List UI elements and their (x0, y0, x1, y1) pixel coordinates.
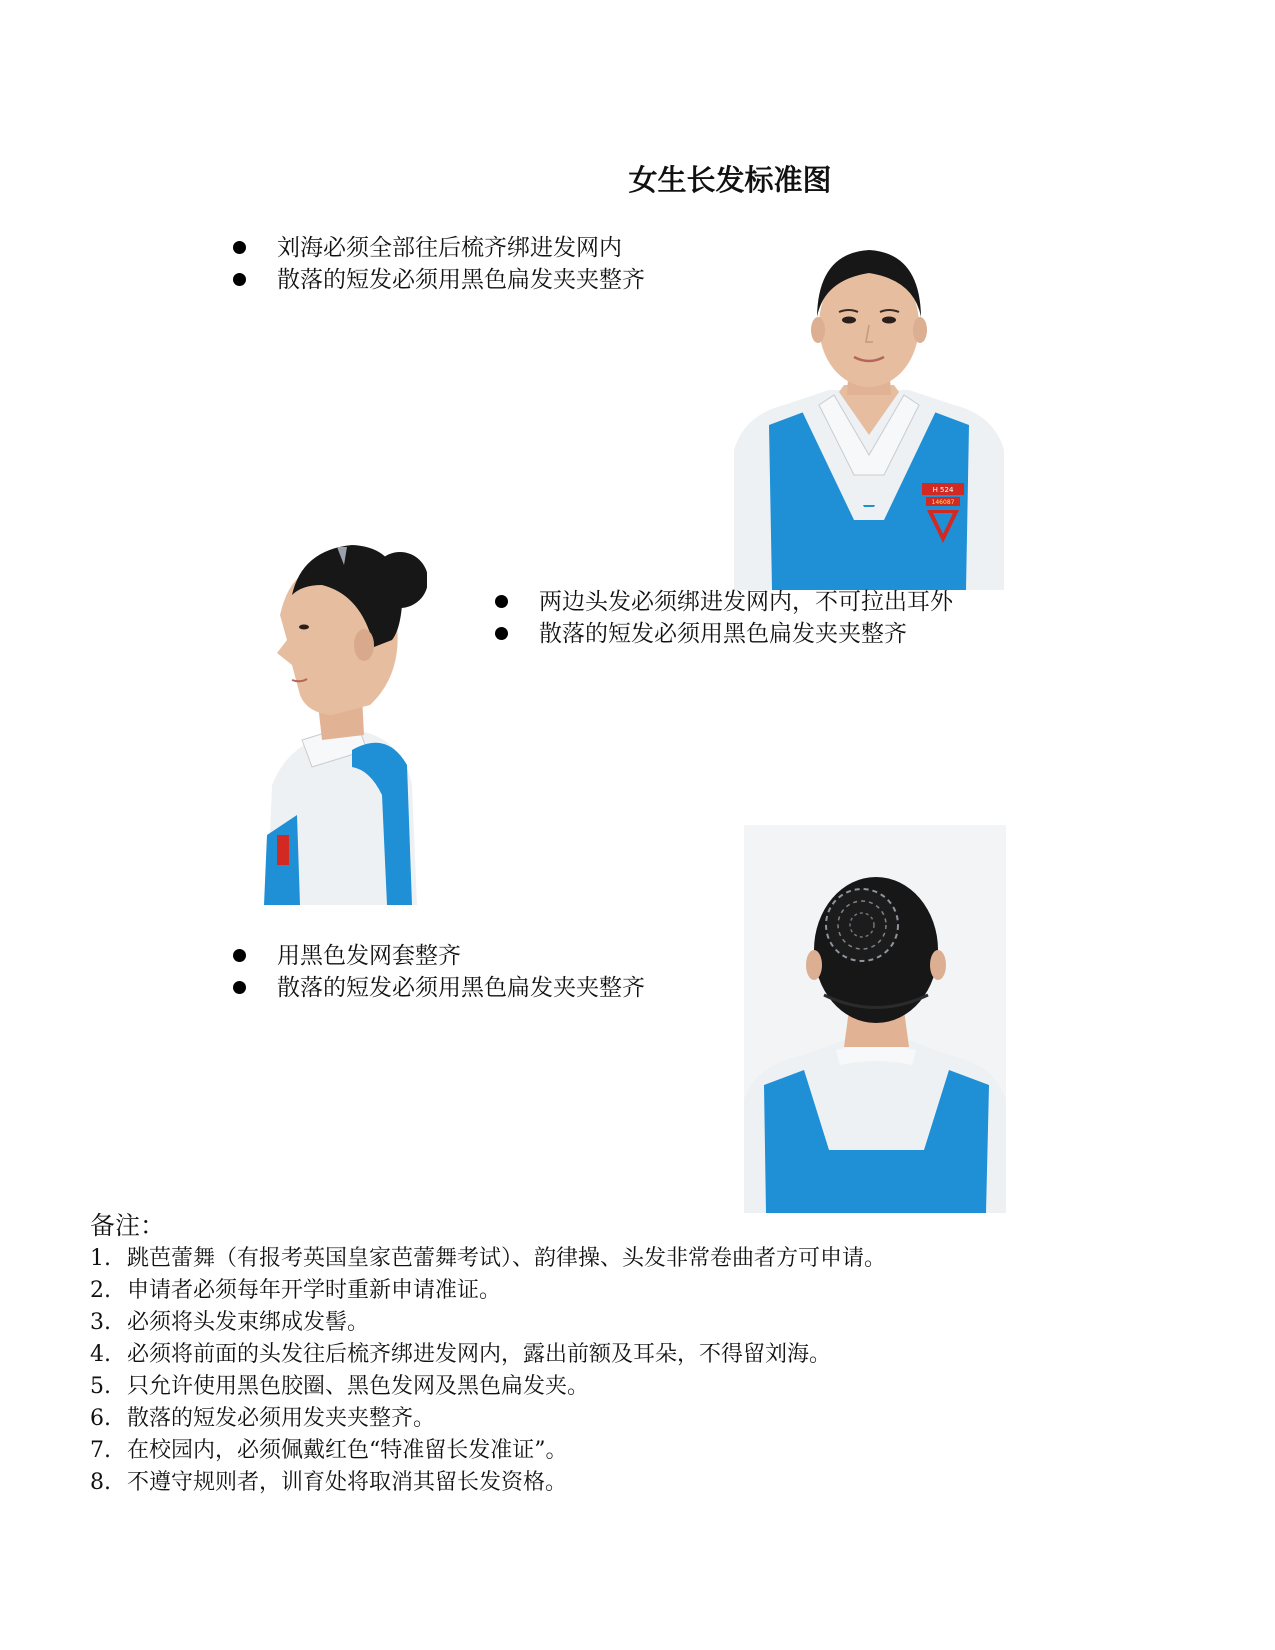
note-text: 跳芭蕾舞（有报考英国皇家芭蕾舞考试）、韵律操、头发非常卷曲者方可申请。 (127, 1246, 887, 1271)
note-number: 2. (90, 1278, 111, 1303)
page-title: 女生长发标准图 (628, 163, 832, 197)
note-item (90, 1243, 886, 1275)
note-text: 散落的短发必须用发夹夹整齐。 (127, 1406, 436, 1431)
bullet-item: 刘海必须全部往后梳齐绑进发网内 (233, 232, 645, 264)
note-text: 在校园内，必须佩戴红色“特准留长发准证”。 (127, 1438, 568, 1463)
note-text: 申请者必须每年开学时重新申请准证。 (127, 1278, 502, 1303)
note-item (90, 1435, 886, 1467)
note-item (90, 1467, 886, 1499)
note-number: 6. (90, 1406, 111, 1431)
front-view-photo (734, 245, 1004, 590)
side-view-photo (252, 535, 427, 905)
note-number: 1. (90, 1246, 111, 1271)
badge-text-line1: H 524 (932, 486, 954, 494)
bullet-item: 散落的短发必须用黑色扁发夹夹整齐 (495, 618, 953, 650)
notes-heading: 备注： (90, 1211, 166, 1240)
side-view-bullet-list (495, 586, 953, 650)
note-number: 5. (90, 1374, 111, 1399)
bullet-item: 散落的短发必须用黑色扁发夹夹整齐 (233, 972, 645, 1004)
note-item (90, 1275, 886, 1307)
bullet-item: 用黑色发网套整齐 (233, 940, 645, 972)
bullet-item: 散落的短发必须用黑色扁发夹夹整齐 (233, 264, 645, 296)
note-number: 7. (90, 1438, 111, 1463)
note-item (90, 1339, 886, 1371)
note-text: 必须将前面的头发往后梳齐绑进发网内，露出前额及耳朵，不得留刘海。 (127, 1342, 832, 1367)
note-text: 必须将头发束绑成发髻。 (127, 1310, 370, 1335)
note-item (90, 1307, 886, 1339)
note-number: 4. (90, 1342, 111, 1367)
note-item (90, 1371, 886, 1403)
badge-text-line2: 146087 (931, 499, 955, 506)
note-text: 只允许使用黑色胶圈、黑色发网及黑色扁发夹。 (127, 1374, 590, 1399)
front-view-bullet-list (233, 232, 645, 296)
note-text: 不遵守规则者，训育处将取消其留长发资格。 (127, 1470, 568, 1495)
note-number: 3. (90, 1310, 111, 1335)
back-view-bullet-list (233, 940, 645, 1004)
note-item (90, 1403, 886, 1435)
notes-list (90, 1243, 886, 1499)
back-view-photo (744, 825, 1006, 1213)
bullet-item: 两边头发必须绑进发网内，不可拉出耳外 (495, 586, 953, 618)
note-number: 8. (90, 1470, 111, 1495)
